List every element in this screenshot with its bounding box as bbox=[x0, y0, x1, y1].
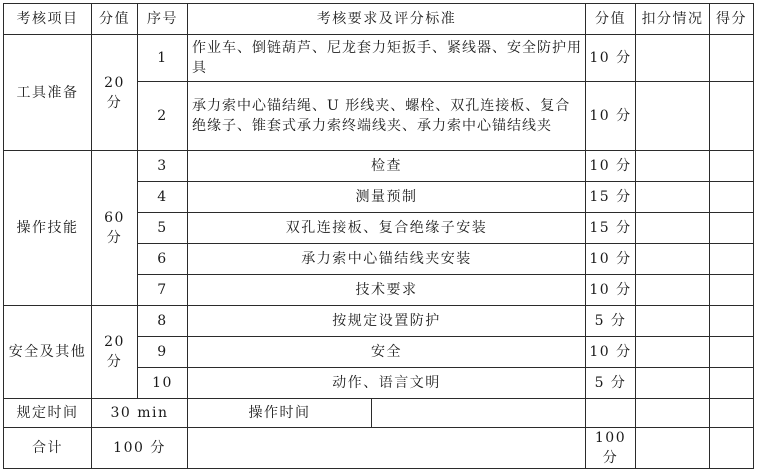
group-score: 60 分 bbox=[92, 151, 138, 306]
row-requirement: 检查 bbox=[188, 151, 586, 182]
row-points: 10 分 bbox=[586, 337, 636, 368]
group-name: 安全及其他 bbox=[4, 306, 92, 399]
time-points bbox=[586, 399, 636, 428]
row-deduction bbox=[636, 182, 710, 213]
row-deduction bbox=[636, 306, 710, 337]
total-blank bbox=[188, 428, 586, 469]
row-deduction bbox=[636, 368, 710, 399]
row-points: 10 分 bbox=[586, 275, 636, 306]
row-seq: 3 bbox=[138, 151, 188, 182]
group-score: 20 分 bbox=[92, 35, 138, 151]
row-requirement: 安全 bbox=[188, 337, 586, 368]
total-deduction bbox=[636, 428, 710, 469]
row-requirement: 动作、语言文明 bbox=[188, 368, 586, 399]
row-got bbox=[710, 182, 754, 213]
row-points: 10 分 bbox=[586, 244, 636, 275]
row-got bbox=[710, 368, 754, 399]
header-score: 分值 bbox=[92, 4, 138, 35]
time-deduction bbox=[636, 399, 710, 428]
header-got: 得分 bbox=[710, 4, 754, 35]
row-deduction bbox=[636, 151, 710, 182]
table-row bbox=[4, 306, 754, 337]
row-got bbox=[710, 213, 754, 244]
row-seq: 2 bbox=[138, 82, 188, 151]
row-deduction bbox=[636, 275, 710, 306]
row-got bbox=[710, 275, 754, 306]
row-requirement: 按规定设置防护 bbox=[188, 306, 586, 337]
row-points: 5 分 bbox=[586, 368, 636, 399]
time-got bbox=[710, 399, 754, 428]
row-points: 5 分 bbox=[586, 306, 636, 337]
row-got bbox=[710, 82, 754, 151]
table-row bbox=[4, 35, 754, 82]
header-points: 分值 bbox=[586, 4, 636, 35]
header-requirements: 考核要求及评分标准 bbox=[188, 4, 586, 35]
row-points: 15 分 bbox=[586, 182, 636, 213]
time-label: 规定时间 bbox=[4, 399, 92, 428]
row-points: 10 分 bbox=[586, 82, 636, 151]
row-deduction bbox=[636, 244, 710, 275]
operation-time-label: 操作时间 bbox=[188, 399, 372, 428]
row-seq: 6 bbox=[138, 244, 188, 275]
row-requirement: 承力索中心锚结绳、U 形线夹、螺栓、双孔连接板、复合绝缘子、锥套式承力索终端线夹、承力索中心锚结线夹 bbox=[188, 82, 586, 151]
row-got bbox=[710, 35, 754, 82]
group-score: 20 分 bbox=[92, 306, 138, 399]
header-row bbox=[4, 4, 754, 35]
row-got bbox=[710, 244, 754, 275]
row-requirement: 测量预制 bbox=[188, 182, 586, 213]
row-requirement: 双孔连接板、复合绝缘子安装 bbox=[188, 213, 586, 244]
row-requirement: 承力索中心锚结线夹安装 bbox=[188, 244, 586, 275]
total-row bbox=[4, 428, 754, 469]
row-seq: 4 bbox=[138, 182, 188, 213]
row-deduction bbox=[636, 82, 710, 151]
row-got bbox=[710, 337, 754, 368]
row-got bbox=[710, 151, 754, 182]
total-value: 100 分 bbox=[92, 428, 188, 469]
row-deduction bbox=[636, 35, 710, 82]
row-seq: 10 bbox=[138, 368, 188, 399]
row-points: 15 分 bbox=[586, 213, 636, 244]
row-points: 10 分 bbox=[586, 151, 636, 182]
total-label: 合计 bbox=[4, 428, 92, 469]
header-deduction: 扣分情况 bbox=[636, 4, 710, 35]
row-seq: 8 bbox=[138, 306, 188, 337]
header-item: 考核项目 bbox=[4, 4, 92, 35]
row-points: 10 分 bbox=[586, 35, 636, 82]
total-points: 100 分 bbox=[586, 428, 636, 469]
row-seq: 7 bbox=[138, 275, 188, 306]
assessment-table bbox=[3, 3, 754, 469]
row-seq: 9 bbox=[138, 337, 188, 368]
time-row bbox=[4, 399, 754, 428]
group-name: 操作技能 bbox=[4, 151, 92, 306]
row-requirement: 作业车、倒链葫芦、尼龙套力矩扳手、紧线器、安全防护用具 bbox=[188, 35, 586, 82]
table-row bbox=[4, 151, 754, 182]
row-got bbox=[710, 306, 754, 337]
row-seq: 5 bbox=[138, 213, 188, 244]
row-seq: 1 bbox=[138, 35, 188, 82]
total-got bbox=[710, 428, 754, 469]
row-deduction bbox=[636, 213, 710, 244]
row-requirement: 技术要求 bbox=[188, 275, 586, 306]
row-deduction bbox=[636, 337, 710, 368]
time-value: 30 min bbox=[92, 399, 188, 428]
header-seq: 序号 bbox=[138, 4, 188, 35]
group-name: 工具准备 bbox=[4, 35, 92, 151]
operation-time-value bbox=[372, 399, 586, 428]
